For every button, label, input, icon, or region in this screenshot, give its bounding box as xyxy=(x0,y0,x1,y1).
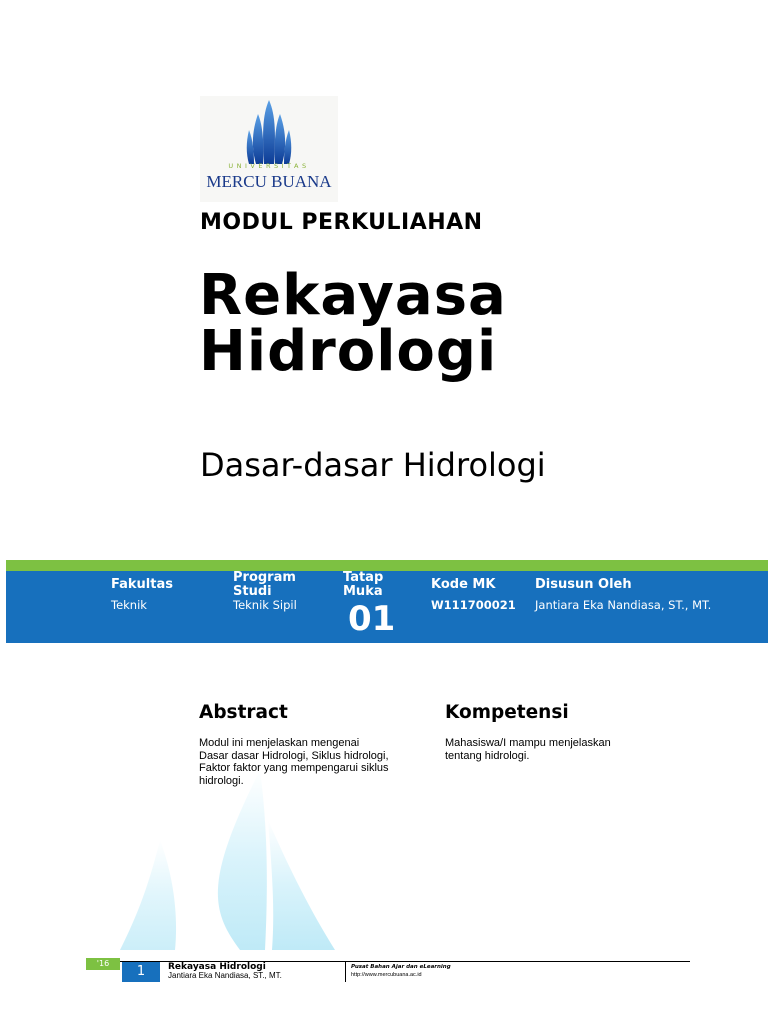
footer-url[interactable]: http://www.mercubuana.ac.id xyxy=(351,972,422,978)
footer-divider xyxy=(345,962,346,982)
main-title-line-2: Hidrologi xyxy=(199,319,498,384)
subtitle: Dasar-dasar Hidrologi xyxy=(200,446,546,484)
fakultas-value: Teknik xyxy=(111,598,147,612)
watermark-emblem-icon xyxy=(100,760,360,950)
logo-emblem-icon xyxy=(246,100,292,164)
disusun-oleh-label: Disusun Oleh xyxy=(535,577,632,592)
kompetensi-heading: Kompetensi xyxy=(445,702,569,723)
kode-mk-label: Kode MK xyxy=(431,577,496,592)
footer-course: Rekayasa Hidrologi xyxy=(168,962,266,972)
main-title xyxy=(199,263,507,384)
logo-universitas-text: UNIVERSITAS xyxy=(228,162,310,170)
logo-name-text: MERCU BUANA xyxy=(206,172,332,191)
footer-year: '16 xyxy=(86,958,120,970)
kompetensi-text: Mahasiswa/I mampu menjelaskan tentang hidrologi. xyxy=(445,737,611,762)
footer-author: Jantiara Eka Nandiasa, ST., MT. xyxy=(168,971,282,980)
info-band xyxy=(6,571,768,643)
info-band-accent xyxy=(6,560,768,571)
abstract-heading: Abstract xyxy=(199,702,288,723)
program-studi-value: Teknik Sipil xyxy=(233,598,297,612)
tatap-muka-label: Tatap Muka xyxy=(343,570,384,599)
disusun-oleh-value: Jantiara Eka Nandiasa, ST., MT. xyxy=(535,598,712,612)
tatap-muka-value: 01 xyxy=(348,599,396,639)
abstract-text: Modul ini menjelaskan mengenai Dasar dasar Hidrologi, Siklus hidrologi, Faktor faktor yang mempengarui siklus hidrologi. xyxy=(199,737,389,787)
program-studi-label: Program Studi xyxy=(233,570,296,599)
footer-page-number: 1 xyxy=(122,962,160,982)
main-title-line-1: Rekayasa xyxy=(199,263,507,328)
kode-mk-value: W111700021 xyxy=(431,598,516,612)
footer-center-text: Pusat Bahan Ajar dan eLearning xyxy=(351,964,451,970)
university-logo xyxy=(200,96,338,202)
fakultas-label: Fakultas xyxy=(111,577,173,592)
modul-title: MODUL PERKULIAHAN xyxy=(200,210,483,235)
